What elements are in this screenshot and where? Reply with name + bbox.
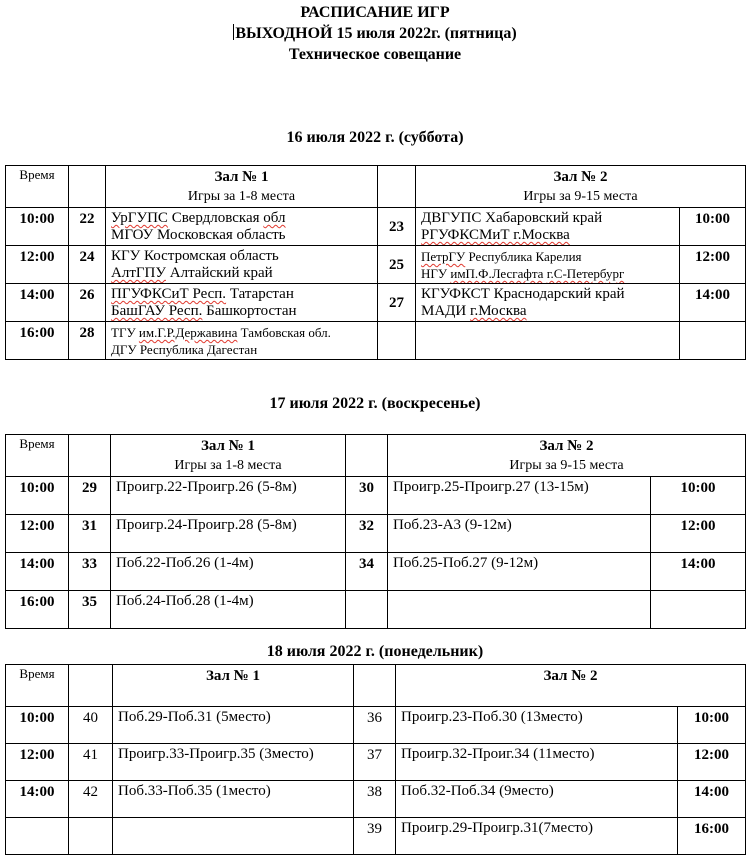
schedule-row	[6, 553, 746, 591]
game-number-cell: 41	[69, 744, 113, 781]
hall1-title: Зал № 1	[214, 169, 269, 185]
game-number-cell: 24	[69, 246, 106, 284]
match-cell	[396, 707, 678, 744]
time-cell-left: 12:00	[6, 744, 69, 781]
text-segment: Тамбовская обл.	[237, 325, 331, 340]
match-text-line: Проигр.32-Проиг.34 (11место)	[401, 746, 595, 762]
game-number-cell: 39	[354, 818, 396, 855]
time-cell-right: 14:00	[651, 553, 746, 591]
match-text-line: Проигр.25-Проигр.27 (13-15м)	[393, 479, 589, 495]
time-cell-right: 16:00	[678, 818, 746, 855]
time-cell-left: 12:00	[6, 515, 69, 553]
misspelled-word: имП.Ф.Лесгафта	[450, 266, 544, 281]
game-number-cell: 38	[354, 781, 396, 818]
hall1-header	[113, 665, 354, 707]
misspelled-word: ПетрГУ	[421, 249, 466, 264]
time-cell-left: 10:00	[6, 208, 69, 246]
document-header	[0, 2, 750, 65]
match-text-line: МГОУ Московская область	[111, 227, 286, 243]
misspelled-word: обл	[263, 210, 286, 226]
misspelled-word: УрГУПС	[111, 210, 168, 226]
time-cell-right	[651, 591, 746, 629]
game-number-cell	[378, 322, 416, 360]
hall2-title: Зал № 2	[553, 169, 608, 185]
match-text-line: Поб.32-Поб.34 (9место)	[401, 783, 554, 799]
match-cell	[111, 515, 346, 553]
text-segment: ТГУ	[111, 325, 139, 340]
match-text-line: Поб.25-Поб.27 (9-12м)	[393, 555, 539, 571]
time-cell-left: 12:00	[6, 246, 69, 284]
match-cell	[416, 208, 680, 246]
game-number-column-header	[69, 166, 106, 208]
match-cell	[113, 707, 354, 744]
match-text-line	[421, 303, 676, 320]
match-cell	[396, 781, 678, 818]
time-cell-right: 12:00	[651, 515, 746, 553]
match-cell	[388, 591, 651, 629]
text-segment: Алтайский край	[166, 265, 273, 281]
match-text-line: Поб.23-А3 (9-12м)	[393, 517, 512, 533]
misspelled-word: г.Москва	[469, 303, 527, 319]
misspelled-word: БашГАУ Респ.	[111, 303, 203, 319]
schedule-row	[6, 591, 746, 629]
match-cell	[113, 781, 354, 818]
text-segment: Республика Карелия	[465, 249, 582, 264]
hall1-title: Зал № 1	[205, 668, 261, 684]
text-segment: Башкортостан	[202, 303, 297, 319]
time-cell-right: 12:00	[678, 744, 746, 781]
text-segment: Свердловская	[167, 210, 264, 226]
match-text-line: Проигр.24-Проигр.28 (5-8м)	[116, 517, 297, 533]
hall2-title: Зал № 2	[539, 438, 594, 454]
game-number-cell: 40	[69, 707, 113, 744]
time-cell-left: 16:00	[6, 322, 69, 360]
table-header-row	[6, 435, 746, 477]
hall2-title: Зал № 2	[543, 668, 598, 684]
misspelled-word: АлтГПУ	[111, 265, 166, 281]
schedule-row	[6, 781, 746, 818]
match-text-line	[421, 265, 676, 282]
table-header-row	[6, 166, 746, 208]
match-cell	[111, 591, 346, 629]
time-cell-right: 14:00	[680, 284, 746, 322]
match-cell	[113, 818, 354, 855]
doc-title-line-1: РАСПИСАНИЕ ИГР	[300, 4, 450, 21]
time-cell-left: 10:00	[6, 707, 69, 744]
match-cell	[388, 553, 651, 591]
time-cell-left: 14:00	[6, 781, 69, 818]
hall2-subtitle: Игры за 9-15 места	[509, 458, 624, 473]
match-text-line	[421, 227, 676, 244]
match-cell	[388, 515, 651, 553]
schedule-document	[0, 2, 750, 855]
time-column-header: Время	[6, 166, 69, 208]
match-text-line: Проигр.33-Проигр.35 (3место)	[118, 746, 314, 762]
misspelled-word: ПГУФКСиТ Респ.	[111, 286, 227, 302]
time-cell-left: 14:00	[6, 553, 69, 591]
hall1-header	[111, 435, 346, 477]
match-cell	[111, 477, 346, 515]
schedule-row	[6, 515, 746, 553]
game-number-cell	[69, 818, 113, 855]
misspelled-word: им.Г.Р.Державина	[138, 325, 238, 340]
misspelled-word: г.С-Петербург	[546, 266, 625, 281]
match-cell	[396, 744, 678, 781]
match-text-line: КГУФКСТ Краснодарский край	[421, 286, 625, 302]
time-cell-right: 14:00	[678, 781, 746, 818]
game-number-cell: 32	[346, 515, 388, 553]
match-text-line: ДВГУПС Хабаровский край	[421, 210, 603, 226]
schedule-row	[6, 477, 746, 515]
match-text-line	[111, 303, 374, 320]
match-text-line: Проигр.29-Проигр.31(7место)	[401, 820, 594, 836]
hall2-header	[396, 665, 746, 707]
hall2-subtitle: Игры за 9-15 места	[523, 189, 638, 204]
schedule-table-july16	[5, 165, 746, 360]
game-number-cell: 33	[69, 553, 111, 591]
time-cell-right: 10:00	[651, 477, 746, 515]
time-cell-left: 10:00	[6, 477, 69, 515]
match-text-line	[111, 324, 374, 341]
schedule-row	[6, 322, 746, 360]
match-text-line: Поб.33-Поб.35 (1место)	[118, 783, 271, 799]
doc-title-line-2	[0, 23, 750, 44]
match-cell	[106, 246, 378, 284]
doc-title-line-2-text: ВЫХОДНОЙ 15 июля 2022г. (пятница)	[235, 25, 517, 42]
game-number-cell: 26	[69, 284, 106, 322]
game-number-cell: 30	[346, 477, 388, 515]
misspelled-word: РГУФКСМиТ г.Москва	[421, 227, 570, 243]
day-title-july17: 17 июля 2022 г. (воскресенье)	[269, 395, 481, 412]
time-column-header: Время	[6, 665, 69, 707]
match-text-line	[111, 286, 374, 303]
match-cell	[113, 744, 354, 781]
day-title-july18: 18 июля 2022 г. (понедельник)	[266, 643, 484, 660]
hall1-subtitle: Игры за 1-8 места	[187, 189, 296, 204]
game-number-column-header	[69, 435, 111, 477]
match-text-line	[111, 210, 374, 227]
match-cell	[106, 322, 378, 360]
day-title-july16: 16 июля 2022 г. (суббота)	[286, 129, 464, 146]
match-text-line	[421, 248, 676, 265]
time-cell-right: 10:00	[680, 208, 746, 246]
schedule-row	[6, 208, 746, 246]
time-cell-left	[6, 818, 69, 855]
schedule-row	[6, 744, 746, 781]
game-number-cell: 42	[69, 781, 113, 818]
hall1-title: Зал № 1	[200, 438, 256, 454]
table-header-row	[6, 665, 746, 707]
game-number-column-header	[354, 665, 396, 707]
time-cell-left: 14:00	[6, 284, 69, 322]
game-number-cell: 25	[378, 246, 416, 284]
match-text-line: Проигр.22-Проигр.26 (5-8м)	[116, 479, 297, 495]
schedule-row	[6, 246, 746, 284]
match-cell	[388, 477, 651, 515]
game-number-column-header	[346, 435, 388, 477]
time-cell-right: 12:00	[680, 246, 746, 284]
game-number-cell: 37	[354, 744, 396, 781]
text-segment: МАДИ	[421, 303, 470, 319]
game-number-cell: 34	[346, 553, 388, 591]
hall1-subtitle: Игры за 1-8 места	[174, 458, 282, 473]
hall2-header	[388, 435, 746, 477]
time-column-header: Время	[6, 435, 69, 477]
match-text-line	[111, 265, 374, 282]
match-cell	[396, 818, 678, 855]
game-number-cell: 31	[69, 515, 111, 553]
schedule-row	[6, 284, 746, 322]
match-text-line: КГУ Костромская область	[111, 248, 279, 264]
text-segment: НГУ	[421, 266, 451, 281]
game-number-cell: 22	[69, 208, 106, 246]
match-cell	[416, 322, 680, 360]
match-cell	[106, 208, 378, 246]
match-cell	[111, 553, 346, 591]
time-cell-right: 10:00	[678, 707, 746, 744]
schedule-table-july17	[5, 434, 746, 629]
match-cell	[416, 246, 680, 284]
match-text-line: ДГУ Республика Дагестан	[111, 342, 258, 357]
schedule-table-july18	[5, 664, 746, 855]
time-cell-right	[680, 322, 746, 360]
game-number-column-header	[69, 665, 113, 707]
time-cell-left: 16:00	[6, 591, 69, 629]
match-text-line: Поб.24-Поб.28 (1-4м)	[116, 593, 254, 609]
game-number-cell	[346, 591, 388, 629]
match-cell	[416, 284, 680, 322]
game-number-cell: 29	[69, 477, 111, 515]
doc-title-line-3: Техническое совещание	[288, 46, 462, 63]
hall2-header	[416, 166, 746, 208]
game-number-cell: 35	[69, 591, 111, 629]
match-text-line: Поб.22-Поб.26 (1-4м)	[116, 555, 254, 571]
schedule-row	[6, 707, 746, 744]
text-segment: Татарстан	[226, 286, 294, 302]
hall1-header	[106, 166, 378, 208]
game-number-cell: 23	[378, 208, 416, 246]
match-text-line: Поб.29-Поб.31 (5место)	[118, 709, 271, 725]
game-number-cell: 27	[378, 284, 416, 322]
schedule-row	[6, 818, 746, 855]
match-cell	[106, 284, 378, 322]
game-number-cell: 36	[354, 707, 396, 744]
match-text-line: Проигр.23-Поб.30 (13место)	[401, 709, 583, 725]
game-number-column-header	[378, 166, 416, 208]
game-number-cell: 28	[69, 322, 106, 360]
